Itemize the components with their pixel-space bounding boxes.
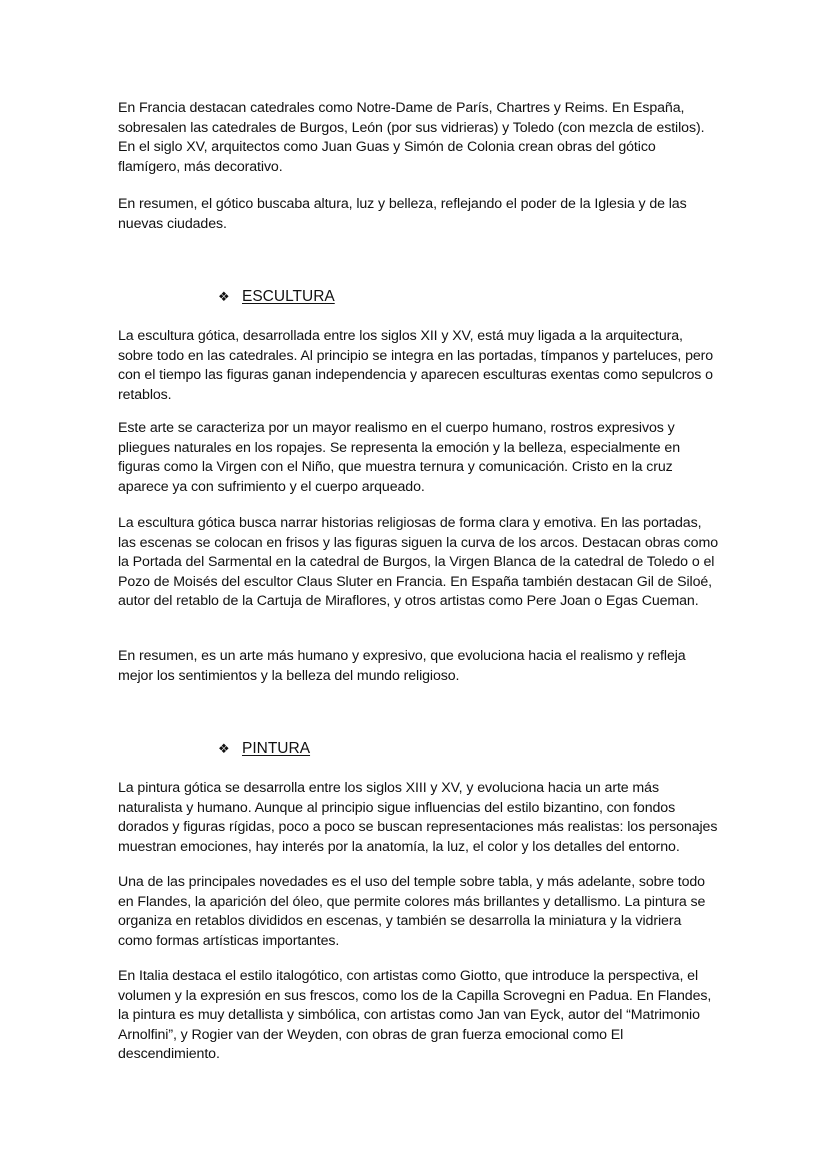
paragraph-pintura-intro: La pintura gótica se desarrolla entre los siglos XIII y XV, y evoluciona hacia un arte más naturalista y humano. Aunque al principio sigue influencias del estilo bizantino, con fondos dorados y figuras rígidas, poco a poco se buscan representaciones más realistas: los personajes muestran emociones, hay interés por la anatomía, la luz, el color y los detalles del entorno. <box>118 780 718 855</box>
section-heading-escultura <box>218 288 335 306</box>
paragraph-pintura-artistas: En Italia destaca el estilo italogótico, con artistas como Giotto, que introduce la perspectiva, el volumen y la expresión en sus frescos, como los de la Capilla Scrovegni en Padua. En Flandes, la pintura es muy detallista y simbólica, con artistas como Jan van Eyck, autor del “Matrimonio Arnolfini”, y Rogier van der Weyden, con obras de gran fuerza emocional como El descendimiento. <box>118 968 712 1062</box>
section-heading-pintura <box>218 740 310 758</box>
paragraph-pintura-tecnicas: Una de las principales novedades es el uso del temple sobre tabla, y más adelante, sobre todo en Flandes, la aparición del óleo, que permite colores más brillantes y detallismo. La pintura se organiza en retablos divididos en escenas, y también se desarrolla la miniatura y la vidriera como formas artísticas importantes. <box>118 874 706 949</box>
heading-text-escultura: ESCULTURA <box>242 288 335 305</box>
paragraph-escultura-resumen: En resumen, es un arte más humano y expresivo, que evoluciona hacia el realismo y refleja mejor los sentimientos y la belleza del mundo religioso. <box>118 648 686 684</box>
paragraph-arquitectura-resumen: En resumen, el gótico buscaba altura, luz y belleza, reflejando el poder de la Iglesia y de las nuevas ciudades. <box>118 196 687 232</box>
diamond-bullet-icon: ❖ <box>218 741 230 756</box>
paragraph-arquitectura-ejemplos: En Francia destacan catedrales como Notre-Dame de París, Chartres y Reims. En España, sobresalen las catedrales de Burgos, León (por sus vidrieras) y Toledo (con mezcla de estilos). En el siglo XV, arquitectos como Juan Guas y Simón de Colonia crean obras del gótico flamígero, más decorativo. <box>118 100 705 175</box>
paragraph-escultura-realismo: Este arte se caracteriza por un mayor realismo en el cuerpo humano, rostros expresivos y pliegues naturales en los ropajes. Se representa la emoción y la belleza, especialmente en figuras como la Virgen con el Niño, que muestra ternura y comunicación. Cristo en la cruz aparece ya con sufrimiento y el cuerpo arqueado. <box>118 420 680 495</box>
paragraph-escultura-intro: La escultura gótica, desarrollada entre los siglos XII y XV, está muy ligada a la arquitectura, sobre todo en las catedrales. Al principio se integra en las portadas, tímpanos y parteluces, pero con el tiempo las figuras ganan independencia y aparecen esculturas exentas como sepulcros o retablos. <box>118 328 714 403</box>
diamond-bullet-icon: ❖ <box>218 289 230 304</box>
heading-text-pintura: PINTURA <box>242 740 311 757</box>
paragraph-escultura-obras: La escultura gótica busca narrar historias religiosas de forma clara y emotiva. En las portadas, las escenas se colocan en frisos y las figuras siguen la curva de los arcos. Destacan obras como la Portada del Sarmental en la catedral de Burgos, la Virgen Blanca de la catedral de Toledo o el Pozo de Moisés del escultor Claus Sluter en Francia. En España también destacan Gil de Siloé, autor del retablo de la Cartuja de Miraflores, y otros artistas como Pere Joan o Egas Cueman. <box>118 515 718 609</box>
